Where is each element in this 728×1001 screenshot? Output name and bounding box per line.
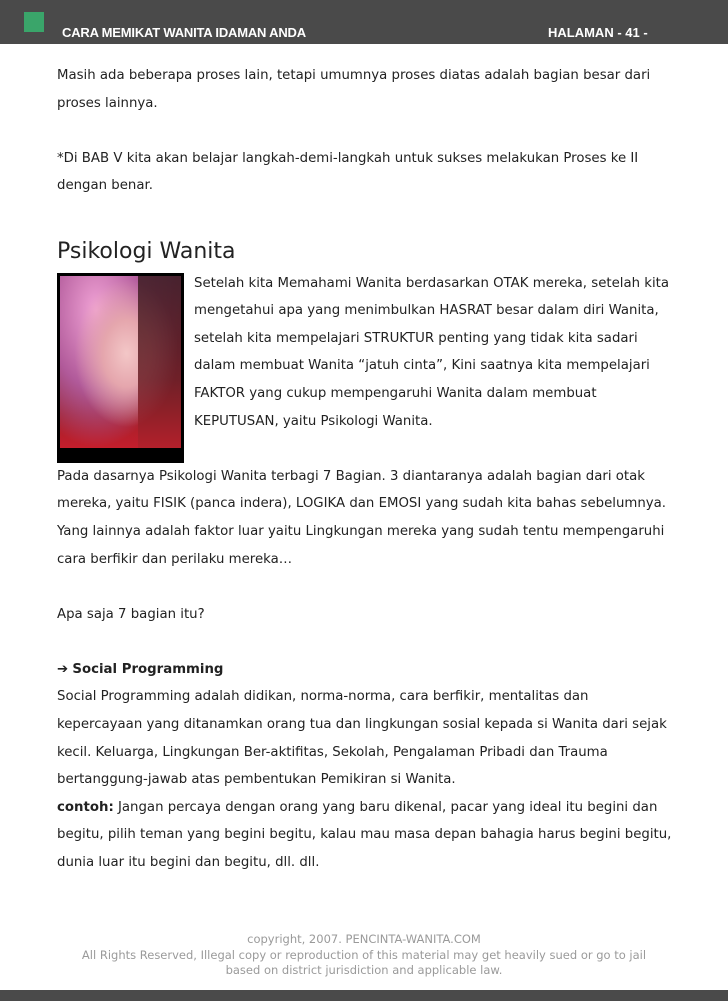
paragraph-1: Masih ada beberapa proses lain, tetapi umumnya proses diatas adalah bagian besar dari proses lainnya. — [57, 68, 651, 111]
footer-copyright: copyright, 2007. PENCINTA-WANITA.COM — [247, 932, 481, 946]
woman-face-image — [60, 276, 181, 448]
logo-square-icon — [24, 12, 44, 32]
footer-law: based on district jurisdiction and applicable law. — [225, 963, 503, 977]
paragraph-3: Setelah kita Memahami Wanita berdasarkan OTAK mereka, setelah kita mengetahui apa yang menimbulkan HASRAT besar dalam diri Wanita, setelah kita mempelajari STRUKTUR penting yang tidak kita sadari dalam membuat Wanita “jatuh cinta”, Kini saatnya kita mempelajari FAKTOR yang cukup mempengaruhi Wanita dalam membuat KEPUTUSAN, yaitu Psikologi Wanita. — [194, 275, 670, 429]
footer-bar — [0, 990, 728, 1001]
woman-photo — [57, 273, 184, 463]
subsection-title — [57, 656, 677, 684]
page-content — [57, 62, 677, 877]
paragraph-4: Pada dasarnya Psikologi Wanita terbagi 7 Bagian. 3 diantaranya adalah bagian dari otak mereka, yaitu FISIK (panca indera), LOGIKA dan EMOSI yang sudah kita bahas sebelumnya. Yang lainnya adalah faktor luar yaitu Lingkungan mereka yang sudah tentu mempengaruhi cara berfikir dan perilaku mereka… — [57, 468, 666, 567]
example-label: contoh: — [57, 799, 114, 815]
example-text: Jangan percaya dengan orang yang baru dikenal, pacar yang ideal itu begini dan begitu, pilih teman yang begini begitu, kalau mau masa depan bahagia harus begini begitu, dunia luar itu begini dan begitu, dll. dll. — [57, 799, 672, 871]
arrow-right-icon: ➔ — [57, 661, 69, 677]
question-line: Apa saja 7 bagian itu? — [57, 606, 205, 622]
page-number: HALAMAN - 41 - — [548, 25, 648, 40]
paragraph-2: *Di BAB V kita akan belajar langkah-demi-langkah untuk sukses melakukan Proses ke II dengan benar. — [57, 150, 639, 194]
example-paragraph — [57, 794, 677, 877]
paragraph-6: Social Programming adalah didikan, norma-norma, cara berfikir, mentalitas dan kepercayaan yang ditanamkan orang tua dan lingkungan sosial kepada si Wanita dari sejak kecil. Keluarga, Lingkungan Ber-aktifitas, Sekolah, Pengalaman Pribadi dan Trauma bertanggung-jawab atas pembentukan Pemikiran si Wanita. — [57, 689, 667, 788]
section-heading: Psikologi Wanita — [57, 238, 236, 264]
header-bar — [0, 0, 728, 44]
footer — [0, 932, 728, 979]
subsection-label: Social Programming — [72, 661, 224, 677]
document-title: CARA MEMIKAT WANITA IDAMAN ANDA — [62, 25, 306, 40]
footer-rights: All Rights Reserved, Illegal copy or reproduction of this material may get heavily sued or go to jail — [81, 947, 647, 962]
